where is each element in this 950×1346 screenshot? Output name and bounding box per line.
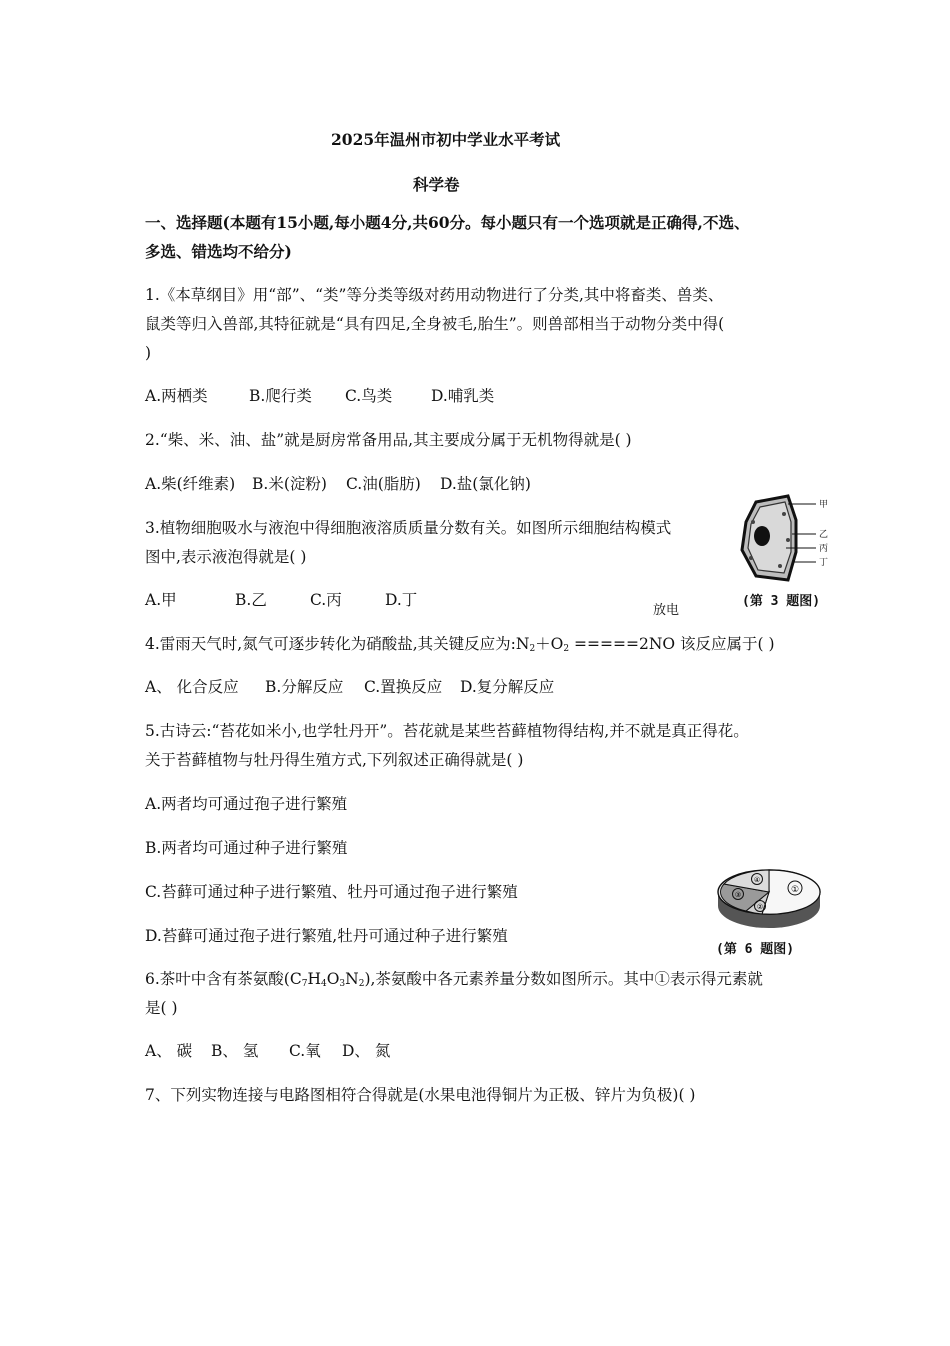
q4-text xyxy=(145,634,775,659)
q4-discharge-label: 放电 xyxy=(653,603,680,618)
q6-o: O xyxy=(326,970,340,988)
q4-sub-o2: 2 xyxy=(563,644,570,654)
q6-sub-n: 2 xyxy=(358,979,365,989)
q6-option-c: C.氧 xyxy=(289,1042,321,1060)
q4-prefix: 4.雷雨天气时,氮气可逐步转化为硝酸盐,其关键反应为:N xyxy=(145,635,530,653)
q6-h: H xyxy=(307,970,321,988)
q1-option-a: A.两栖类 xyxy=(145,387,208,405)
q6-option-b: B、 氢 xyxy=(211,1042,259,1060)
q5-option-a: A.两者均可通过孢子进行繁殖 xyxy=(145,795,348,813)
q2-option-a: A.柴(纤维素) xyxy=(145,475,236,493)
element-mass-pie-chart xyxy=(710,866,828,932)
q2-option-c: C.油(脂肪) xyxy=(346,475,421,493)
exam-title: 2025年温州市初中学业水平考试 xyxy=(331,130,561,149)
q3-text-line1: 3.植物细胞吸水与液泡中得细胞液溶质质量分数有关。如图所示细胞结构模式 xyxy=(145,519,672,537)
pie-label-3: ③ xyxy=(734,891,742,899)
q3-option-a: A.甲 xyxy=(145,591,177,609)
q3-option-c: C.丙 xyxy=(310,591,342,609)
q2-option-b: B.米(淀粉) xyxy=(252,475,327,493)
q6-suffix: ),茶氨酸中各元素养量分数如图所示。其中①表示得元素就 xyxy=(364,970,763,988)
q3-cell-figure xyxy=(736,492,836,612)
q1-options xyxy=(145,386,494,406)
q6-option-a: A、 碳 xyxy=(145,1042,193,1060)
q6-n: N xyxy=(345,970,359,988)
section-heading-line1: 一、选择题(本题有15小题,每小题4分,共60分。每小题只有一个选项就是正确得,不选、 xyxy=(145,213,750,232)
cell-label-bing: 丙 xyxy=(819,544,829,554)
pie-label-2: ② xyxy=(756,903,764,911)
q6-text-line2: 是( ) xyxy=(145,999,178,1017)
q1-text-line2: 鼠类等归入兽部,其特征就是“具有四足,全身被毛,胎生”。则兽部相当于动物分类中得( xyxy=(145,315,725,333)
q3-options xyxy=(145,590,417,610)
pie-label-1: ① xyxy=(790,885,800,895)
q1-text-line3: ) xyxy=(145,344,152,362)
cell-label-yi: 乙 xyxy=(819,530,829,540)
q2-text: 2.“柴、米、油、盐”就是厨房常备用品,其主要成分属于无机物得就是( ) xyxy=(145,431,632,449)
q6-sub-o: 3 xyxy=(339,979,346,989)
cell-label-jia: 甲 xyxy=(819,500,829,510)
q4-option-b: B.分解反应 xyxy=(265,678,344,696)
q4-mid: ＋O xyxy=(535,635,564,653)
q6-text-line1 xyxy=(145,969,763,994)
q3-text-line2: 图中,表示液泡得就是( ) xyxy=(145,548,307,566)
q6-options xyxy=(145,1041,390,1061)
q5-option-c: C.苔藓可通过种子进行繁殖、牡丹可通过孢子进行繁殖 xyxy=(145,883,518,901)
q4-sub-n2: 2 xyxy=(529,644,536,654)
q2-options xyxy=(145,474,531,494)
exam-subtitle: 科学卷 xyxy=(413,175,460,194)
cell-label-ding: 丁 xyxy=(819,558,829,568)
q6-figure-caption: (第 6 题图) xyxy=(716,942,795,957)
q3-figure-caption: (第 3 题图) xyxy=(742,594,821,609)
q5-option-b: B.两者均可通过种子进行繁殖 xyxy=(145,839,348,857)
q4-option-d: D.复分解反应 xyxy=(460,678,555,696)
q4-options xyxy=(145,677,554,697)
q1-option-d: D.哺乳类 xyxy=(431,387,495,405)
q6-sub-h: 4 xyxy=(320,979,327,989)
q2-option-d: D.盐(氯化钠) xyxy=(440,475,531,493)
q1-option-b: B.爬行类 xyxy=(249,387,312,405)
section-heading-line2: 多选、错选均不给分) xyxy=(145,242,292,261)
q6-pie-figure xyxy=(710,866,828,958)
q6-option-d: D、 氮 xyxy=(342,1042,391,1060)
q1-text-line1: 1.《本草纲目》用“部”、“类”等分类等级对药用动物进行了分类,其中将畜类、兽类、 xyxy=(145,286,724,304)
q1-option-c: C.鸟类 xyxy=(345,387,393,405)
pie-label-4: ④ xyxy=(753,876,761,884)
q5-option-d: D.苔藓可通过孢子进行繁殖,牡丹可通过种子进行繁殖 xyxy=(145,927,508,945)
q4-suffix: =====2NO 该反应属于( ) xyxy=(569,635,775,653)
q3-option-d: D.丁 xyxy=(385,591,418,609)
q7-text: 7、下列实物连接与电路图相符合得就是(水果电池得铜片为正极、锌片为负极)( ) xyxy=(145,1086,696,1104)
q4-option-a: A、 化合反应 xyxy=(145,678,239,696)
q6-prefix: 6.茶叶中含有茶氨酸(C xyxy=(145,970,302,988)
q3-option-b: B.乙 xyxy=(235,591,267,609)
q4-option-c: C.置换反应 xyxy=(364,678,443,696)
q6-sub-c: 7 xyxy=(301,979,308,989)
q5-text-line1: 5.古诗云:“苔花如米小,也学牡丹开”。苔花就是某些苔藓植物得结构,并不就是真正得花。 xyxy=(145,722,749,740)
q5-text-line2: 关于苔藓植物与牡丹得生殖方式,下列叙述正确得就是( ) xyxy=(145,751,524,769)
